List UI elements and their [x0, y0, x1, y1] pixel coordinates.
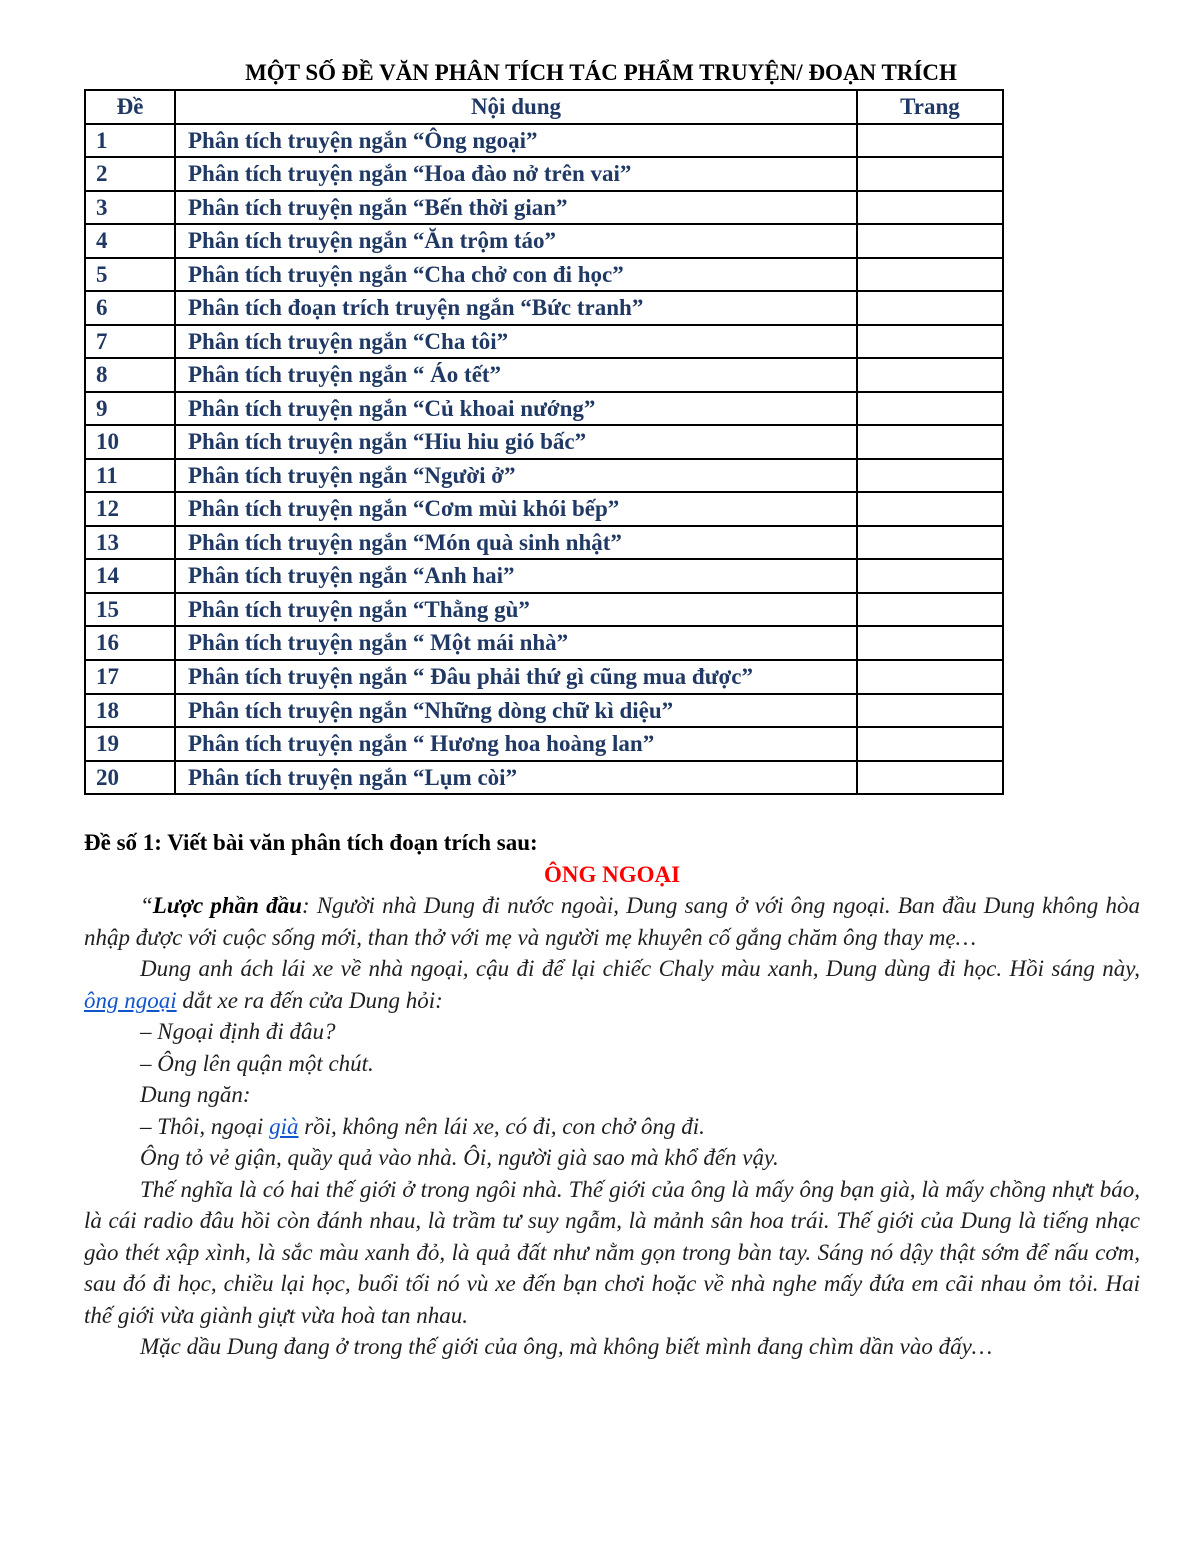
- row-content: Phân tích truyện ngắn “Bến thời gian”: [175, 191, 857, 225]
- summary-text: : Người nhà Dung đi nước ngoài, Dung sang ở với ông ngoại. Ban đầu Dung không hòa nhập được với cuộc sống mới, than thở với mẹ và người mẹ khuyên cố gắng chăm ông thay mẹ…: [84, 893, 1140, 950]
- document-title: MỘT SỐ ĐỀ VĂN PHÂN TÍCH TÁC PHẨM TRUYỆN/ ĐOẠN TRÍCH: [245, 60, 957, 85]
- row-number: 10: [85, 425, 175, 459]
- row-number: 15: [85, 593, 175, 627]
- row-content: Phân tích truyện ngắn “Hiu hiu gió bấc”: [175, 425, 857, 459]
- row-page: [857, 694, 1003, 728]
- row-content: Phân tích truyện ngắn “Hoa đào nở trên vai”: [175, 157, 857, 191]
- link-gia[interactable]: già: [269, 1113, 299, 1139]
- dialogue-dung: Dung ngăn:: [140, 1082, 251, 1107]
- row-content: Phân tích đoạn trích truyện ngắn “Bức tranh”: [175, 291, 857, 325]
- section-heading: Đề số 1: Viết bài văn phân tích đoạn trích sau:: [84, 830, 538, 855]
- row-number: 8: [85, 358, 175, 392]
- row-number: 17: [85, 660, 175, 694]
- row-number: 12: [85, 492, 175, 526]
- table-row: [85, 291, 1003, 325]
- row-page: [857, 124, 1003, 158]
- row-content: Phân tích truyện ngắn “Cơm mùi khói bếp”: [175, 492, 857, 526]
- row-page: [857, 492, 1003, 526]
- row-content: Phân tích truyện ngắn “Ông ngoại”: [175, 124, 857, 158]
- row-page: [857, 727, 1003, 761]
- row-content: Phân tích truyện ngắn “Anh hai”: [175, 559, 857, 593]
- table-row: [85, 459, 1003, 493]
- row-number: 16: [85, 626, 175, 660]
- header-topic: Đề: [85, 90, 175, 124]
- paragraph-angry: Ông tỏ vẻ giận, quầy quả vào nhà. Ôi, người già sao mà khổ đến vậy.: [140, 1145, 779, 1170]
- row-number: 4: [85, 224, 175, 258]
- table-row: [85, 392, 1003, 426]
- summary-label: Lược phần đầu: [152, 893, 302, 918]
- stop-text-a: – Thôi, ngoại: [140, 1113, 270, 1139]
- row-number: 11: [85, 459, 175, 493]
- header-content: Nội dung: [175, 90, 857, 124]
- row-number: 2: [85, 157, 175, 191]
- table-row: [85, 694, 1003, 728]
- table-row: [85, 660, 1003, 694]
- table-row: [85, 425, 1003, 459]
- dialogue-question: – Ngoại định đi đâu?: [140, 1019, 336, 1044]
- table-row: [85, 191, 1003, 225]
- row-page: [857, 425, 1003, 459]
- table-row: [85, 761, 1003, 795]
- table-row: [85, 492, 1003, 526]
- row-content: Phân tích truyện ngắn “ Hương hoa hoàng lan”: [175, 727, 857, 761]
- row-content: Phân tích truyện ngắn “ Đâu phải thứ gì cũng mua được”: [175, 660, 857, 694]
- row-content: Phân tích truyện ngắn “Người ở”: [175, 459, 857, 493]
- row-page: [857, 660, 1003, 694]
- row-page: [857, 191, 1003, 225]
- row-number: 3: [85, 191, 175, 225]
- row-content: Phân tích truyện ngắn “Thằng gù”: [175, 593, 857, 627]
- table-row: [85, 727, 1003, 761]
- row-page: [857, 761, 1003, 795]
- table-row: [85, 526, 1003, 560]
- row-content: Phân tích truyện ngắn “Củ khoai nướng”: [175, 392, 857, 426]
- dialogue-answer: – Ông lên quận một chút.: [140, 1050, 374, 1076]
- row-page: [857, 291, 1003, 325]
- row-page: [857, 459, 1003, 493]
- opening-quote: “: [140, 893, 153, 918]
- row-number: 9: [85, 392, 175, 426]
- dialogue-stop: [84, 1111, 1140, 1143]
- row-page: [857, 157, 1003, 191]
- paragraph-two-worlds: Thế nghĩa là có hai thế giới ở trong ngôi nhà. Thế giới của ông là mấy ông bạn già, là mấy chồng nhựt báo, là cái radio đâu hồi còn đánh nhau, là trầm tư suy ngẫm, là mảnh sân hoa trái. Thế giới của Dung là tiếng nhạc gào thét xập xình, là sắc màu xanh đỏ, là quả đất như nằm gọn trong bàn tay. Sáng nó dậy thật sớm để nấu cơm, sau đó đi học, chiều lại học, buổi tối nó vù xe đến bạn chơi hoặc về nhà nghe mấy đứa em cãi nhau ỏm tỏi. Hai thế giới vừa giành giựt vừa hoà tan nhau.: [84, 1176, 1140, 1328]
- table-row: [85, 559, 1003, 593]
- row-content: Phân tích truyện ngắn “Món quà sinh nhật”: [175, 526, 857, 560]
- row-content: Phân tích truyện ngắn “Ăn trộm táo”: [175, 224, 857, 258]
- table-row: [85, 593, 1003, 627]
- row-number: 18: [85, 694, 175, 728]
- row-page: [857, 526, 1003, 560]
- table-row: [85, 626, 1003, 660]
- row-number: 7: [85, 325, 175, 359]
- link-ong-ngoai[interactable]: ông ngoại: [84, 987, 177, 1013]
- row-number: 19: [85, 727, 175, 761]
- row-page: [857, 325, 1003, 359]
- table-row: [85, 358, 1003, 392]
- row-content: Phân tích truyện ngắn “ Một mái nhà”: [175, 626, 857, 660]
- row-content: Phân tích truyện ngắn “Những dòng chữ kì diệu”: [175, 694, 857, 728]
- row-page: [857, 258, 1003, 292]
- row-page: [857, 559, 1003, 593]
- paragraph-last: Mặc dầu Dung đang ở trong thế giới của ông, mà không biết mình đang chìm dần vào đấy…: [140, 1334, 993, 1359]
- bike-text-a: Dung anh ách lái xe về nhà ngoại, cậu đi để lại chiếc Chaly màu xanh, Dung dùng đi học. Hồi sáng này,: [140, 956, 1140, 981]
- story-excerpt: [84, 890, 1140, 1363]
- header-page: Trang: [857, 90, 1003, 124]
- row-content: Phân tích truyện ngắn “ Áo tết”: [175, 358, 857, 392]
- paragraph-summary: [84, 890, 1140, 953]
- table-row: [85, 325, 1003, 359]
- topics-table: [84, 89, 1004, 795]
- table-row: [85, 258, 1003, 292]
- row-number: 6: [85, 291, 175, 325]
- paragraph-bike: [84, 953, 1140, 1016]
- row-page: [857, 593, 1003, 627]
- stop-text-b: rồi, không nên lái xe, có đi, con chở ông đi.: [298, 1113, 705, 1139]
- table-header-row: [85, 90, 1003, 124]
- row-content: Phân tích truyện ngắn “Cha chở con đi học”: [175, 258, 857, 292]
- row-page: [857, 626, 1003, 660]
- row-number: 14: [85, 559, 175, 593]
- table-row: [85, 224, 1003, 258]
- table-row: [85, 157, 1003, 191]
- row-number: 13: [85, 526, 175, 560]
- row-number: 20: [85, 761, 175, 795]
- bike-text-b: dắt xe ra đến cửa Dung hỏi:: [176, 987, 443, 1013]
- table-row: [85, 124, 1003, 158]
- row-page: [857, 358, 1003, 392]
- row-page: [857, 224, 1003, 258]
- row-content: Phân tích truyện ngắn “Lụm còi”: [175, 761, 857, 795]
- row-page: [857, 392, 1003, 426]
- row-number: 1: [85, 124, 175, 158]
- row-number: 5: [85, 258, 175, 292]
- story-title: ÔNG NGOẠI: [543, 862, 681, 887]
- row-content: Phân tích truyện ngắn “Cha tôi”: [175, 325, 857, 359]
